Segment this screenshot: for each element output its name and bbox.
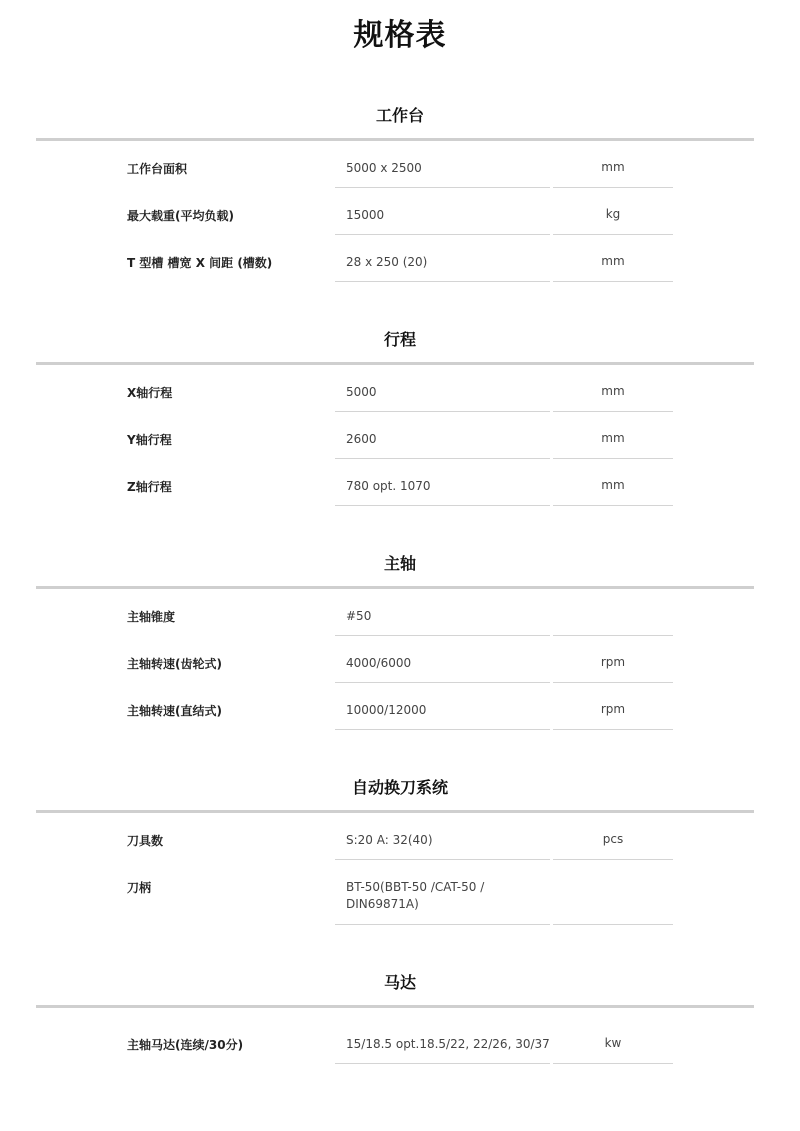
spec-label: 最大载重(平均负载) xyxy=(127,209,234,223)
spec-label: 刀具数 xyxy=(127,834,164,848)
spec-row xyxy=(0,188,800,235)
spec-label: 刀柄 xyxy=(127,881,152,895)
spec-value-cell xyxy=(335,365,550,412)
spec-unit: rpm xyxy=(600,702,626,716)
spec-row xyxy=(0,813,800,860)
spec-value-cell xyxy=(335,683,550,730)
spec-value-cell xyxy=(335,141,550,188)
spec-value-cell xyxy=(335,636,550,683)
spec-value: 15/18.5 opt.18.5/22, 22/26, 30/37 xyxy=(346,1037,550,1051)
spec-value-cell xyxy=(335,188,550,235)
spec-value-cell xyxy=(335,1009,550,1064)
spec-row xyxy=(0,636,800,683)
spec-value: 15000 xyxy=(346,208,385,222)
spec-value: 10000/12000 xyxy=(346,703,427,717)
spec-value-cell xyxy=(335,235,550,282)
spec-value-cell xyxy=(335,589,550,636)
section-spindle xyxy=(0,550,800,718)
spec-unit: pcs xyxy=(602,832,624,846)
spec-row xyxy=(0,589,800,636)
spec-value: 780 opt. 1070 xyxy=(346,479,431,493)
spec-label: Z轴行程 xyxy=(127,480,172,494)
spec-unit-cell xyxy=(553,589,673,636)
section-motor xyxy=(0,969,800,1052)
section-atc xyxy=(0,774,800,911)
spec-unit: mm xyxy=(601,478,625,492)
spec-value: #50 xyxy=(346,609,372,623)
spec-unit-cell xyxy=(553,860,673,925)
spec-label: Y轴行程 xyxy=(127,433,172,447)
spec-row xyxy=(0,459,800,506)
section-title: 马达 xyxy=(383,973,416,992)
spec-label: 主轴锥度 xyxy=(127,610,176,624)
section-title: 工作台 xyxy=(375,106,424,125)
spec-value: 2600 xyxy=(346,432,377,446)
spec-unit: kw xyxy=(604,1036,622,1050)
spec-unit-cell xyxy=(553,459,673,506)
section-title: 自动换刀系统 xyxy=(351,778,448,797)
spec-value-cell xyxy=(335,813,550,860)
spec-label: T 型槽 槽宽 X 间距 (槽数) xyxy=(127,256,273,270)
section-title: 主轴 xyxy=(383,554,416,573)
spec-row xyxy=(0,235,800,282)
section-travel xyxy=(0,326,800,494)
spec-label: 主轴转速(直结式) xyxy=(127,704,222,718)
spec-value: 5000 x 2500 xyxy=(346,161,422,175)
section-divider xyxy=(36,1005,754,1008)
section-title: 行程 xyxy=(383,330,416,349)
spec-unit: mm xyxy=(601,384,625,398)
spec-label: 工作台面积 xyxy=(127,162,188,176)
spec-value: S:20 A: 32(40) xyxy=(346,833,433,847)
spec-unit-cell xyxy=(553,1009,673,1064)
spec-unit-cell xyxy=(553,412,673,459)
spec-row xyxy=(0,683,800,730)
spec-unit-cell xyxy=(553,141,673,188)
spec-unit-cell xyxy=(553,188,673,235)
spec-unit-cell xyxy=(553,365,673,412)
spec-unit-cell xyxy=(553,683,673,730)
spec-row xyxy=(0,412,800,459)
spec-unit-cell xyxy=(553,636,673,683)
spec-label: 主轴转速(齿轮式) xyxy=(127,657,222,671)
spec-value-cell xyxy=(335,860,550,925)
spec-unit-cell xyxy=(553,813,673,860)
spec-unit: mm xyxy=(601,431,625,445)
spec-row xyxy=(0,1009,800,1064)
spec-value: 5000 xyxy=(346,385,377,399)
spec-unit: rpm xyxy=(600,655,626,669)
spec-unit-cell xyxy=(553,235,673,282)
spec-label: 主轴马达(连续/30分) xyxy=(127,1038,244,1052)
spec-value: BT-50(BBT-50 /CAT-50 / DIN69871A) xyxy=(346,880,485,911)
spec-label: X轴行程 xyxy=(127,386,173,400)
spec-value-cell xyxy=(335,459,550,506)
spec-value-cell xyxy=(335,412,550,459)
spec-row xyxy=(0,860,800,925)
spec-unit: mm xyxy=(601,160,625,174)
spec-value: 4000/6000 xyxy=(346,656,412,670)
spec-unit: kg xyxy=(605,207,621,221)
spec-row xyxy=(0,365,800,412)
spec-unit: mm xyxy=(601,254,625,268)
spec-value: 28 x 250 (20) xyxy=(346,255,428,269)
page-title: 规格表 xyxy=(353,18,447,53)
section-worktable xyxy=(0,102,800,270)
spec-row xyxy=(0,141,800,188)
